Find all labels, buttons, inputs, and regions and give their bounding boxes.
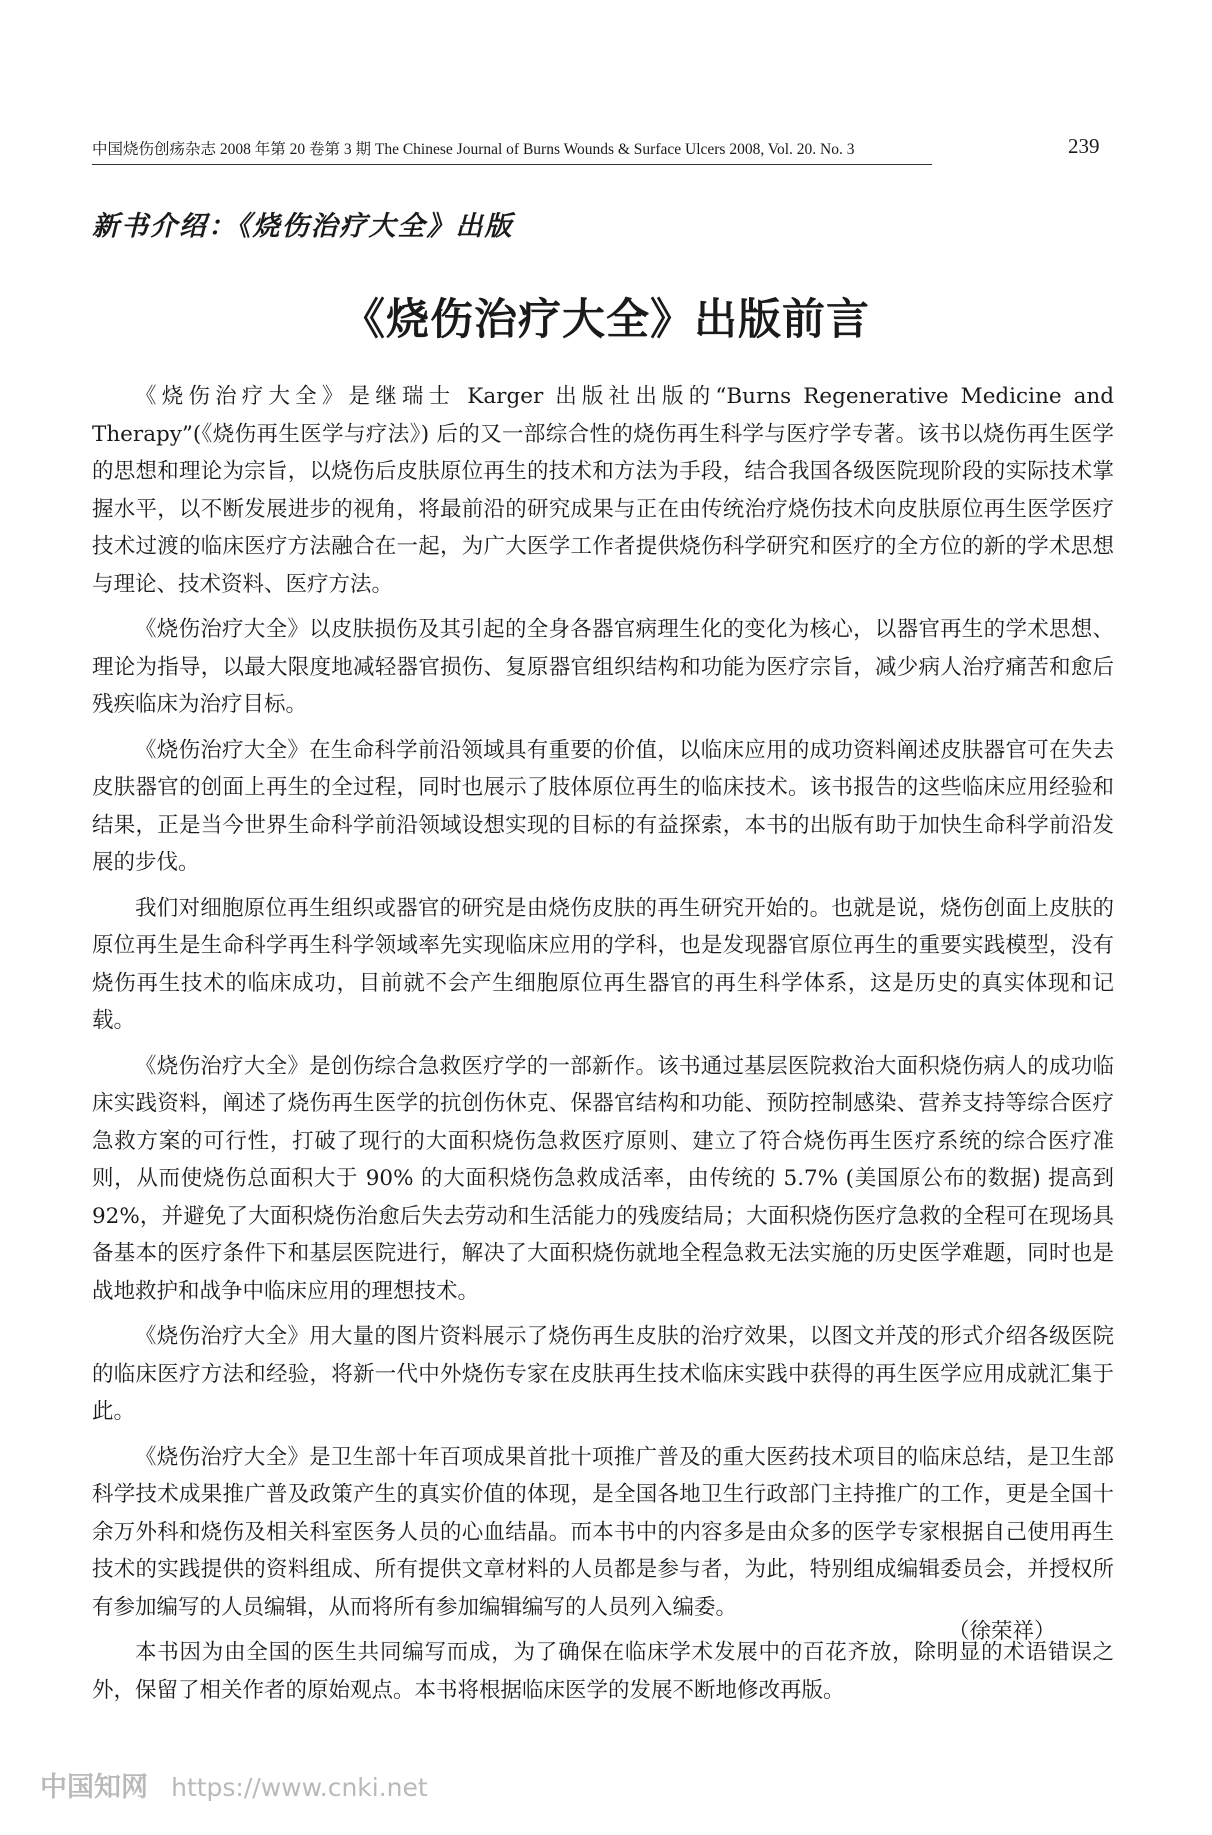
- paragraph-5: 《烧伤治疗大全》是创伤综合急救医疗学的一部新作。该书通过基层医院救治大面积烧伤病人的成功临床实践资料，阐述了烧伤再生医学的抗创伤休克、保器官结构和功能、预防控制感染、营养支持等综合医疗急救方案的可行性，打破了现行的大面积烧伤急救医疗原则、建立了符合烧伤再生医疗系统的综合医疗准则，从而使烧伤总面积大于 90% 的大面积烧伤急救成活率，由传统的 5.7% (美国原公布的数据) 提高到 92%，并避免了大面积烧伤治愈后失去劳动和生活能力的残废结局；大面积烧伤医疗急救的全程可在现场具备基本的医疗条件下和基层医院进行，解决了大面积烧伤就地全程急救无法实施的历史医学难题，同时也是战地救护和战争中临床应用的理想技术。: [92, 1053, 1114, 1304]
- cnki-watermark: [40, 1765, 428, 1804]
- watermark-url: https://www.cnki.net: [171, 1773, 428, 1802]
- page-number: 239: [1068, 134, 1100, 158]
- paragraph-2: 《烧伤治疗大全》以皮肤损伤及其引起的全身各器官病理生化的变化为核心，以器官再生的学术思想、理论为指导，以最大限度地减轻器官损伤、复原器官组织结构和功能为医疗宗旨，减少病人治疗痛苦和愈后残疾临床为治疗目标。: [92, 617, 1114, 717]
- paragraph-3: 《烧伤治疗大全》在生命科学前沿领域具有重要的价值，以临床应用的成功资料阐述皮肤器官可在失去皮肤器官的创面上再生的全过程，同时也展示了肢体原位再生的临床技术。该书报告的这些临床应用经验和结果，正是当今世界生命科学前沿领域设想实现的目标的有益探索，本书的出版有助于加快生命科学前沿发展的步伐。: [92, 737, 1114, 875]
- paragraph-1: 《烧伤治疗大全》是继瑞士 Karger 出版社出版的“Burns Regenerative Medicine and Therapy”(《烧伤再生医学与疗法》) 后的又一部综合性的烧伤再生科学与医疗学专著。该书以烧伤再生医学的思想和理论为宗旨，以烧伤后皮肤原位再生的技术和方法为手段，结合我国各级医院现阶段的实际技术掌握水平，以不断发展进步的视角，将最前沿的研究成果与正在由传统治疗烧伤技术向皮肤原位再生医学医疗技术过渡的临床医疗方法融合在一起，为广大医学工作者提供烧伤科学研究和医疗的全方位的新的学术思想与理论、技术资料、医疗方法。: [92, 384, 1114, 597]
- paragraph-6: 《烧伤治疗大全》用大量的图片资料展示了烧伤再生皮肤的治疗效果，以图文并茂的形式介绍各级医院的临床医疗方法和经验，将新一代中外烧伤专家在皮肤再生技术临床实践中获得的再生医学应用成就汇集于此。: [92, 1324, 1114, 1424]
- watermark-brand: 中国知网: [40, 1772, 148, 1803]
- article-title: 《烧伤治疗大全》出版前言: [342, 295, 870, 345]
- article-body: [92, 378, 1114, 1717]
- paragraph-7: 《烧伤治疗大全》是卫生部十年百项成果首批十项推广普及的重大医药技术项目的临床总结，是卫生部科学技术成果推广普及政策产生的真实价值的体现，是全国各地卫生行政部门主持推广的工作，更是全国十余万外科和烧伤及相关科室医务人员的心血结晶。而本书中的内容多是由众多的医学专家根据自己使用再生技术的实践提供的资料组成、所有提供文章材料的人员都是参与者，为此，特别组成编辑委员会，并授权所有参加编写的人员编辑，从而将所有参加编辑编写的人员列入编委。: [92, 1444, 1114, 1620]
- paragraph-4: 我们对细胞原位再生组织或器官的研究是由烧伤皮肤的再生研究开始的。也就是说，烧伤创面上皮肤的原位再生是生命科学再生科学领域率先实现临床应用的学科，也是发现器官原位再生的重要实践模型，没有烧伤再生技术的临床成功，目前就不会产生细胞原位再生器官的再生科学体系，这是历史的真实体现和记载。: [92, 895, 1114, 1033]
- running-header: 中国烧伤创疡杂志 2008 年第 20 卷第 3 期 The Chinese Journal of Burns Wounds & Surface Ulcers 2008, Vol. 20. No. 3: [92, 140, 932, 165]
- author-signature: （徐荣祥）: [948, 1619, 1056, 1644]
- paragraph-8: 本书因为由全国的医生共同编写而成，为了确保在临床学术发展中的百花齐放，除明显的术语错误之外，保留了相关作者的原始观点。本书将根据临床医学的发展不断地修改再版。: [92, 1640, 1114, 1703]
- column-title: 新书介绍：《烧伤治疗大全》出版: [92, 211, 514, 242]
